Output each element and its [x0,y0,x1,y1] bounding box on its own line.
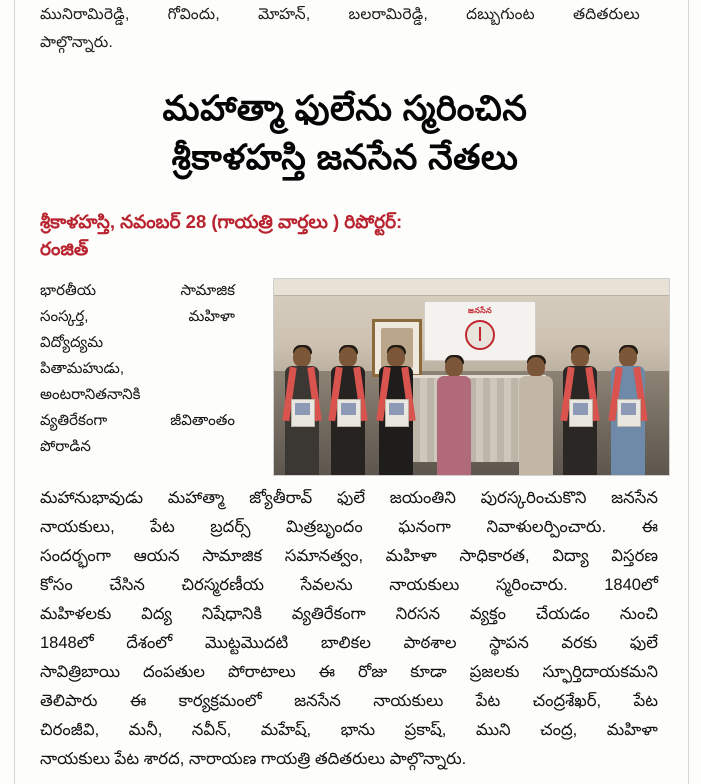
body-word: విద్య [141,605,172,623]
body-word: నివాళులర్పించారు. [486,518,607,536]
body-word: నిరసన [395,605,441,623]
body-word: వ్యతిరేకంగా [291,605,366,623]
body-word: చంద్రశేఖర్, [532,692,602,710]
body-line-last: నాయకులు పేట శారద, నారాయణ గాయత్రి తదితరులు పాల్గొన్నారు. [40,750,467,768]
body-word: నిషేధానికి [201,605,262,623]
person-head [527,357,545,377]
body-word: విద్యా [552,547,589,565]
continued-text-block [40,2,670,56]
photo-person [326,347,370,475]
lead-section [40,278,670,474]
body-line [40,658,658,687]
lead-line: పోరాడిన [40,438,91,455]
body-word: జనసేన [611,489,658,507]
body-word: రోజు [358,663,388,681]
body-word: మొట్టమొదటి [204,634,289,652]
body-word: సాధికారత, [459,547,530,565]
article-photo [273,278,670,476]
body-word: చేసిన [109,576,145,594]
body-word: పాఠశాల [403,634,457,652]
photo-person [514,357,558,475]
photo-person [432,357,476,475]
lead-line [40,278,235,304]
body-word: మహాత్మా [167,489,225,507]
body-word: స్ఫూర్తిదాయకమని [542,663,658,681]
person-head [339,347,357,367]
body-word: ప్రకాష్, [404,721,447,739]
body-word: 1848లో [40,634,94,652]
body-line [40,687,658,716]
body-word: పోరాటాలు [227,663,296,681]
continued-word: మునిరామిరెడ్డి, [40,6,130,23]
dateline-line-2: రంజిత్ [40,238,89,259]
body-word: జయంతిని [389,489,456,507]
headline-line-2: శ్రీకాళహస్తి జనసేన నేతలు [171,138,519,177]
lead-line: అంటరానితనానికి [40,386,141,403]
placard-photo [389,403,404,415]
body-word: నాయకులు, [40,518,115,536]
placard-photo [341,403,356,415]
photo-person [280,347,324,475]
body-word: ఈ [129,692,147,710]
body-word: మిత్రబృందం [286,518,363,536]
photo-person [606,347,650,475]
body-word: బ్రదర్స్ [210,518,251,536]
body-word: 1840లో [604,576,658,594]
body-line [40,600,658,629]
body-word: బాలికల [320,634,371,652]
body-word: మహిళలకు [40,605,112,623]
photo-party-banner [424,301,536,361]
person-placard [291,399,315,427]
lead-line [40,304,235,330]
body-line [40,629,658,658]
continued-word: గోవిందు, [167,6,220,23]
body-word: చంద్ర, [540,721,578,739]
person-head [619,347,637,367]
lead-paragraph-column [40,278,235,460]
body-line [40,542,658,571]
person-body [519,376,553,475]
person-head [445,357,463,377]
body-word: భాను [340,721,376,739]
body-paragraph [40,484,658,774]
body-line [40,484,658,513]
lead-line: వ్యతిరేకంగా జీవితాంతం [40,412,235,429]
placard-photo [621,403,636,415]
dateline [40,208,640,262]
body-word: మహానుభావుడు [40,489,144,507]
photo-person [558,347,602,475]
body-word: తెలిపారు [40,692,98,710]
body-word: ఘనంగా [398,518,451,536]
placard-photo [295,403,310,415]
body-word: నాయకులు [389,576,460,594]
person-placard [337,399,361,427]
lead-word: సామాజిక [180,282,235,299]
body-word: సేవలను [300,576,353,594]
body-word: చేయడం [535,605,590,623]
body-word: నాయకులు [373,692,444,710]
body-word: చిరంజీవి, [40,721,100,739]
continued-word: తదితరులు [573,6,640,23]
lead-word: సంస్కర్త, [40,308,89,325]
body-word: మహేష్, [260,721,312,739]
continued-word: దబ్బుగుంట [466,6,535,23]
banner-title: జనసేన [468,306,492,315]
photo-ceiling [274,279,669,296]
body-word: సమానత్వం, [284,547,364,565]
body-word: ఫులే [336,489,366,507]
body-word: కూడా [410,663,447,681]
right-column-rule [688,0,689,784]
lead-line: విద్యోద్యమ [40,334,104,351]
body-word: ప్రజలకు [469,663,520,681]
lead-word: భారతీయ [40,282,96,299]
body-word: సావిత్రిబాయి [40,663,121,681]
body-word: వ్యక్తం [469,605,506,623]
continued-word: బలరామిరెడ్డి, [348,6,428,23]
lead-word: మహిళా [188,308,235,325]
person-head [387,347,405,367]
body-word: ఈ [641,518,658,536]
left-column-rule [14,0,15,784]
body-word: మహిళా [606,721,658,739]
person-head [571,347,589,367]
body-word: వరకు [561,634,598,652]
body-word: దంపతుల [143,663,206,681]
body-word: పేట [475,692,501,710]
person-placard [617,399,641,427]
body-word: జనసేన [294,692,341,710]
body-line [40,571,658,600]
body-word: చిరస్మరణీయ [181,576,264,594]
page-title [40,84,650,182]
continued-text-line-2: పాల్గొన్నారు. [40,34,113,51]
person-head [293,347,311,367]
article-content [40,0,670,774]
person-placard [569,399,593,427]
continued-text-line-1 [40,2,640,28]
person-body [437,376,471,475]
body-word: జ్యోతీరావ్ [249,489,313,507]
body-line [40,513,658,542]
headline-line-1: మహాత్మా ఫులేను స్మరించిన [162,89,528,128]
dateline-line-1: శ్రీకాళహస్తి, నవంబర్ 28 (గాయత్రి వార్తలు ) రిపోర్టర్: [40,211,403,232]
body-word: కార్యక్రమంలో [178,692,262,710]
body-word: మహిళా [385,547,437,565]
body-word: నవీన్, [191,721,232,739]
body-word: పేట [150,518,175,536]
body-word: మనీ, [128,721,163,739]
body-word: కోసం [40,576,73,594]
body-word: ముని [475,721,511,739]
body-word: స్మరించారు. [495,576,568,594]
body-word: పేట [633,692,658,710]
article-body [40,484,658,774]
body-word: స్థాపన [489,634,529,652]
body-word: ఈ [318,663,336,681]
placard-photo [573,403,588,415]
photo-person [374,347,418,475]
body-word: సందర్భంగా [40,547,111,565]
body-word: సామాజిక [202,547,263,565]
body-word: విస్తరణ [611,547,658,565]
lead-line: పితామహుడు, [40,360,124,377]
body-word: నుంచి [619,605,658,623]
body-word: ఆయన [133,547,180,565]
body-word: దేశంలో [126,634,173,652]
janasena-logo-icon [465,320,495,350]
body-word: ఫులే [629,634,658,652]
person-placard [385,399,409,427]
body-line [40,716,658,745]
continued-word: మోహన్, [258,6,311,23]
body-word: పురస్కరించుకొని [480,489,587,507]
